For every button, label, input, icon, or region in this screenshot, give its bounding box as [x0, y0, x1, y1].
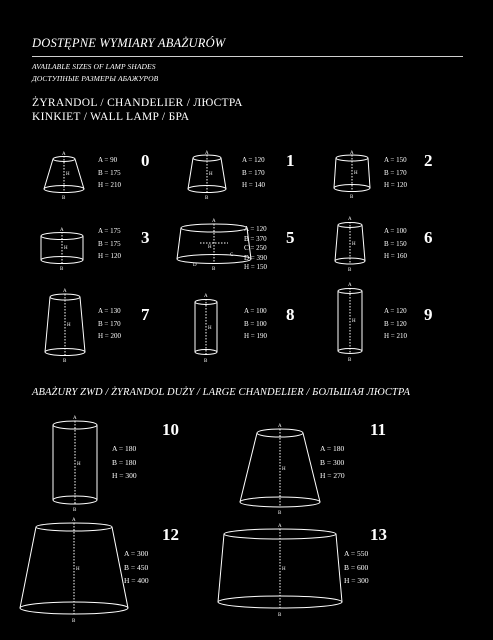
shape-6-label-h: H — [352, 242, 356, 247]
shape-0-label-b: B — [62, 196, 66, 201]
shape-11-dimensions: A = 180 B = 300 H = 270 — [320, 444, 345, 480]
shape-13-label-a: A — [278, 524, 282, 529]
shape-2-dimensions: A = 150 B = 170 H = 120 — [384, 156, 408, 189]
shape-7-label-a: A — [63, 289, 67, 294]
page-title: DOSTĘPNE WYMIARY ABAŻURÓW — [32, 36, 226, 50]
shape-6-number: 6 — [424, 228, 433, 247]
shape-9-dimensions: A = 120 B = 120 H = 210 — [384, 307, 408, 340]
shape-3-label-b: B — [60, 267, 64, 272]
shape-3-label-a: A — [60, 228, 64, 233]
shape-5-label-b: B — [212, 267, 216, 272]
shape-2-number: 2 — [424, 151, 433, 170]
shape-1-number: 1 — [286, 151, 295, 170]
subtitle-english: AVAILABLE SIZES OF LAMP SHADES — [32, 62, 156, 71]
shape-5-label-c: C — [230, 253, 234, 258]
shape-8-label-b: B — [204, 359, 208, 364]
shape-1-label-a: A — [205, 151, 209, 156]
shape-8-label-a: A — [204, 294, 208, 299]
shape-8-diagram — [195, 299, 217, 355]
shape-12-dimensions: A = 300 B = 450 H = 400 — [124, 549, 149, 585]
shape-13-label-b: B — [278, 613, 282, 618]
shape-10-label-a: A — [73, 416, 77, 421]
shape-6-diagram — [335, 222, 365, 264]
shape-12-label-a: A — [72, 518, 76, 523]
shape-10-dimensions: A = 180 B = 180 H = 300 — [112, 444, 137, 480]
shape-9-number: 9 — [424, 305, 433, 324]
shape-0-dimensions: A = 90 B = 175 H = 210 — [98, 156, 122, 189]
category-heading-chandelier: ŻYRANDOL / CHANDELIER / ЛЮСТРА — [32, 97, 243, 109]
shape-11-diagram — [240, 429, 320, 507]
shape-13-diagram — [218, 529, 342, 608]
shape-2-diagram — [334, 155, 370, 192]
shape-10-label-h: H — [77, 462, 81, 467]
shape-0-diagram — [44, 156, 84, 193]
shape-6-label-b: B — [348, 268, 352, 273]
shape-11-label-a: A — [278, 424, 282, 429]
shape-7-label-b: B — [63, 359, 67, 364]
shape-5-number: 5 — [286, 228, 295, 247]
shape-11-number: 11 — [370, 420, 387, 439]
shape-13-dimensions: A = 550 B = 600 H = 300 — [344, 549, 369, 585]
shape-5-diagram — [177, 224, 251, 264]
shape-1-dimensions: A = 120 B = 170 H = 140 — [242, 156, 266, 189]
shape-11-label-b: B — [278, 511, 282, 516]
shape-2-label-a: A — [350, 151, 354, 156]
shape-13-label-h: H — [282, 567, 286, 572]
shape-8-label-h: H — [208, 326, 212, 331]
shape-1-label-b: B — [205, 196, 209, 201]
shape-1-diagram — [188, 155, 226, 193]
shape-7-dimensions: A = 130 B = 170 H = 200 — [98, 307, 122, 340]
shape-12-number: 12 — [162, 525, 179, 544]
shape-7-label-h: H — [67, 323, 71, 328]
shape-5-label-a: A — [212, 219, 216, 224]
shape-3-label-h: H — [64, 246, 68, 251]
shape-7-diagram — [45, 294, 85, 356]
shape-8-dimensions: A = 100 B = 100 H = 190 — [244, 307, 268, 340]
shape-6-dimensions: A = 100 B = 150 H = 160 — [384, 227, 408, 260]
shape-11-label-h: H — [282, 467, 286, 472]
shape-2-label-b: B — [350, 195, 354, 200]
shape-9-label-h: H — [352, 319, 356, 324]
shape-7-number: 7 — [141, 305, 150, 324]
shape-5-label-d: D — [193, 263, 197, 268]
shape-3-dimensions: A = 175 B = 175 H = 120 — [98, 227, 122, 260]
section-heading-large-chandelier: ABAŻURY ZWD / ŻYRANDOL DUŻY / LARGE CHANDELIER / БОЛЬШАЯ ЛЮСТРА — [32, 387, 410, 398]
shape-10-number: 10 — [162, 420, 179, 439]
shape-0-number: 0 — [141, 151, 150, 170]
shape-5-dimensions: A = 120 B = 370 C = 250 D = 390 H = 150 — [244, 225, 268, 271]
shape-6-label-a: A — [348, 217, 352, 222]
shape-2-label-h: H — [354, 171, 358, 176]
shape-12-label-b: B — [72, 619, 76, 624]
shape-1-label-h: H — [209, 172, 213, 177]
shape-10-label-b: B — [73, 508, 77, 513]
shape-0-label-h: H — [66, 172, 70, 177]
shape-12-label-h: H — [76, 567, 80, 572]
shape-13-number: 13 — [370, 525, 387, 544]
subtitle-russian: ДОСТУПНЫЕ РАЗМЕРЫ АБАЖУРОВ — [32, 74, 159, 83]
shape-5-label-h: H — [208, 245, 212, 250]
shape-9-label-b: B — [348, 358, 352, 363]
shape-9-label-a: A — [348, 283, 352, 288]
shape-10-diagram — [53, 421, 97, 504]
shape-0-label-a: A — [62, 152, 66, 157]
shape-12-diagram — [20, 523, 128, 614]
shape-9-diagram — [338, 288, 362, 354]
shape-8-number: 8 — [286, 305, 295, 324]
shape-3-diagram — [41, 232, 83, 264]
shape-3-number: 3 — [141, 228, 150, 247]
category-heading-wall-lamp: KINKIET / WALL LAMP / БРА — [32, 111, 190, 123]
